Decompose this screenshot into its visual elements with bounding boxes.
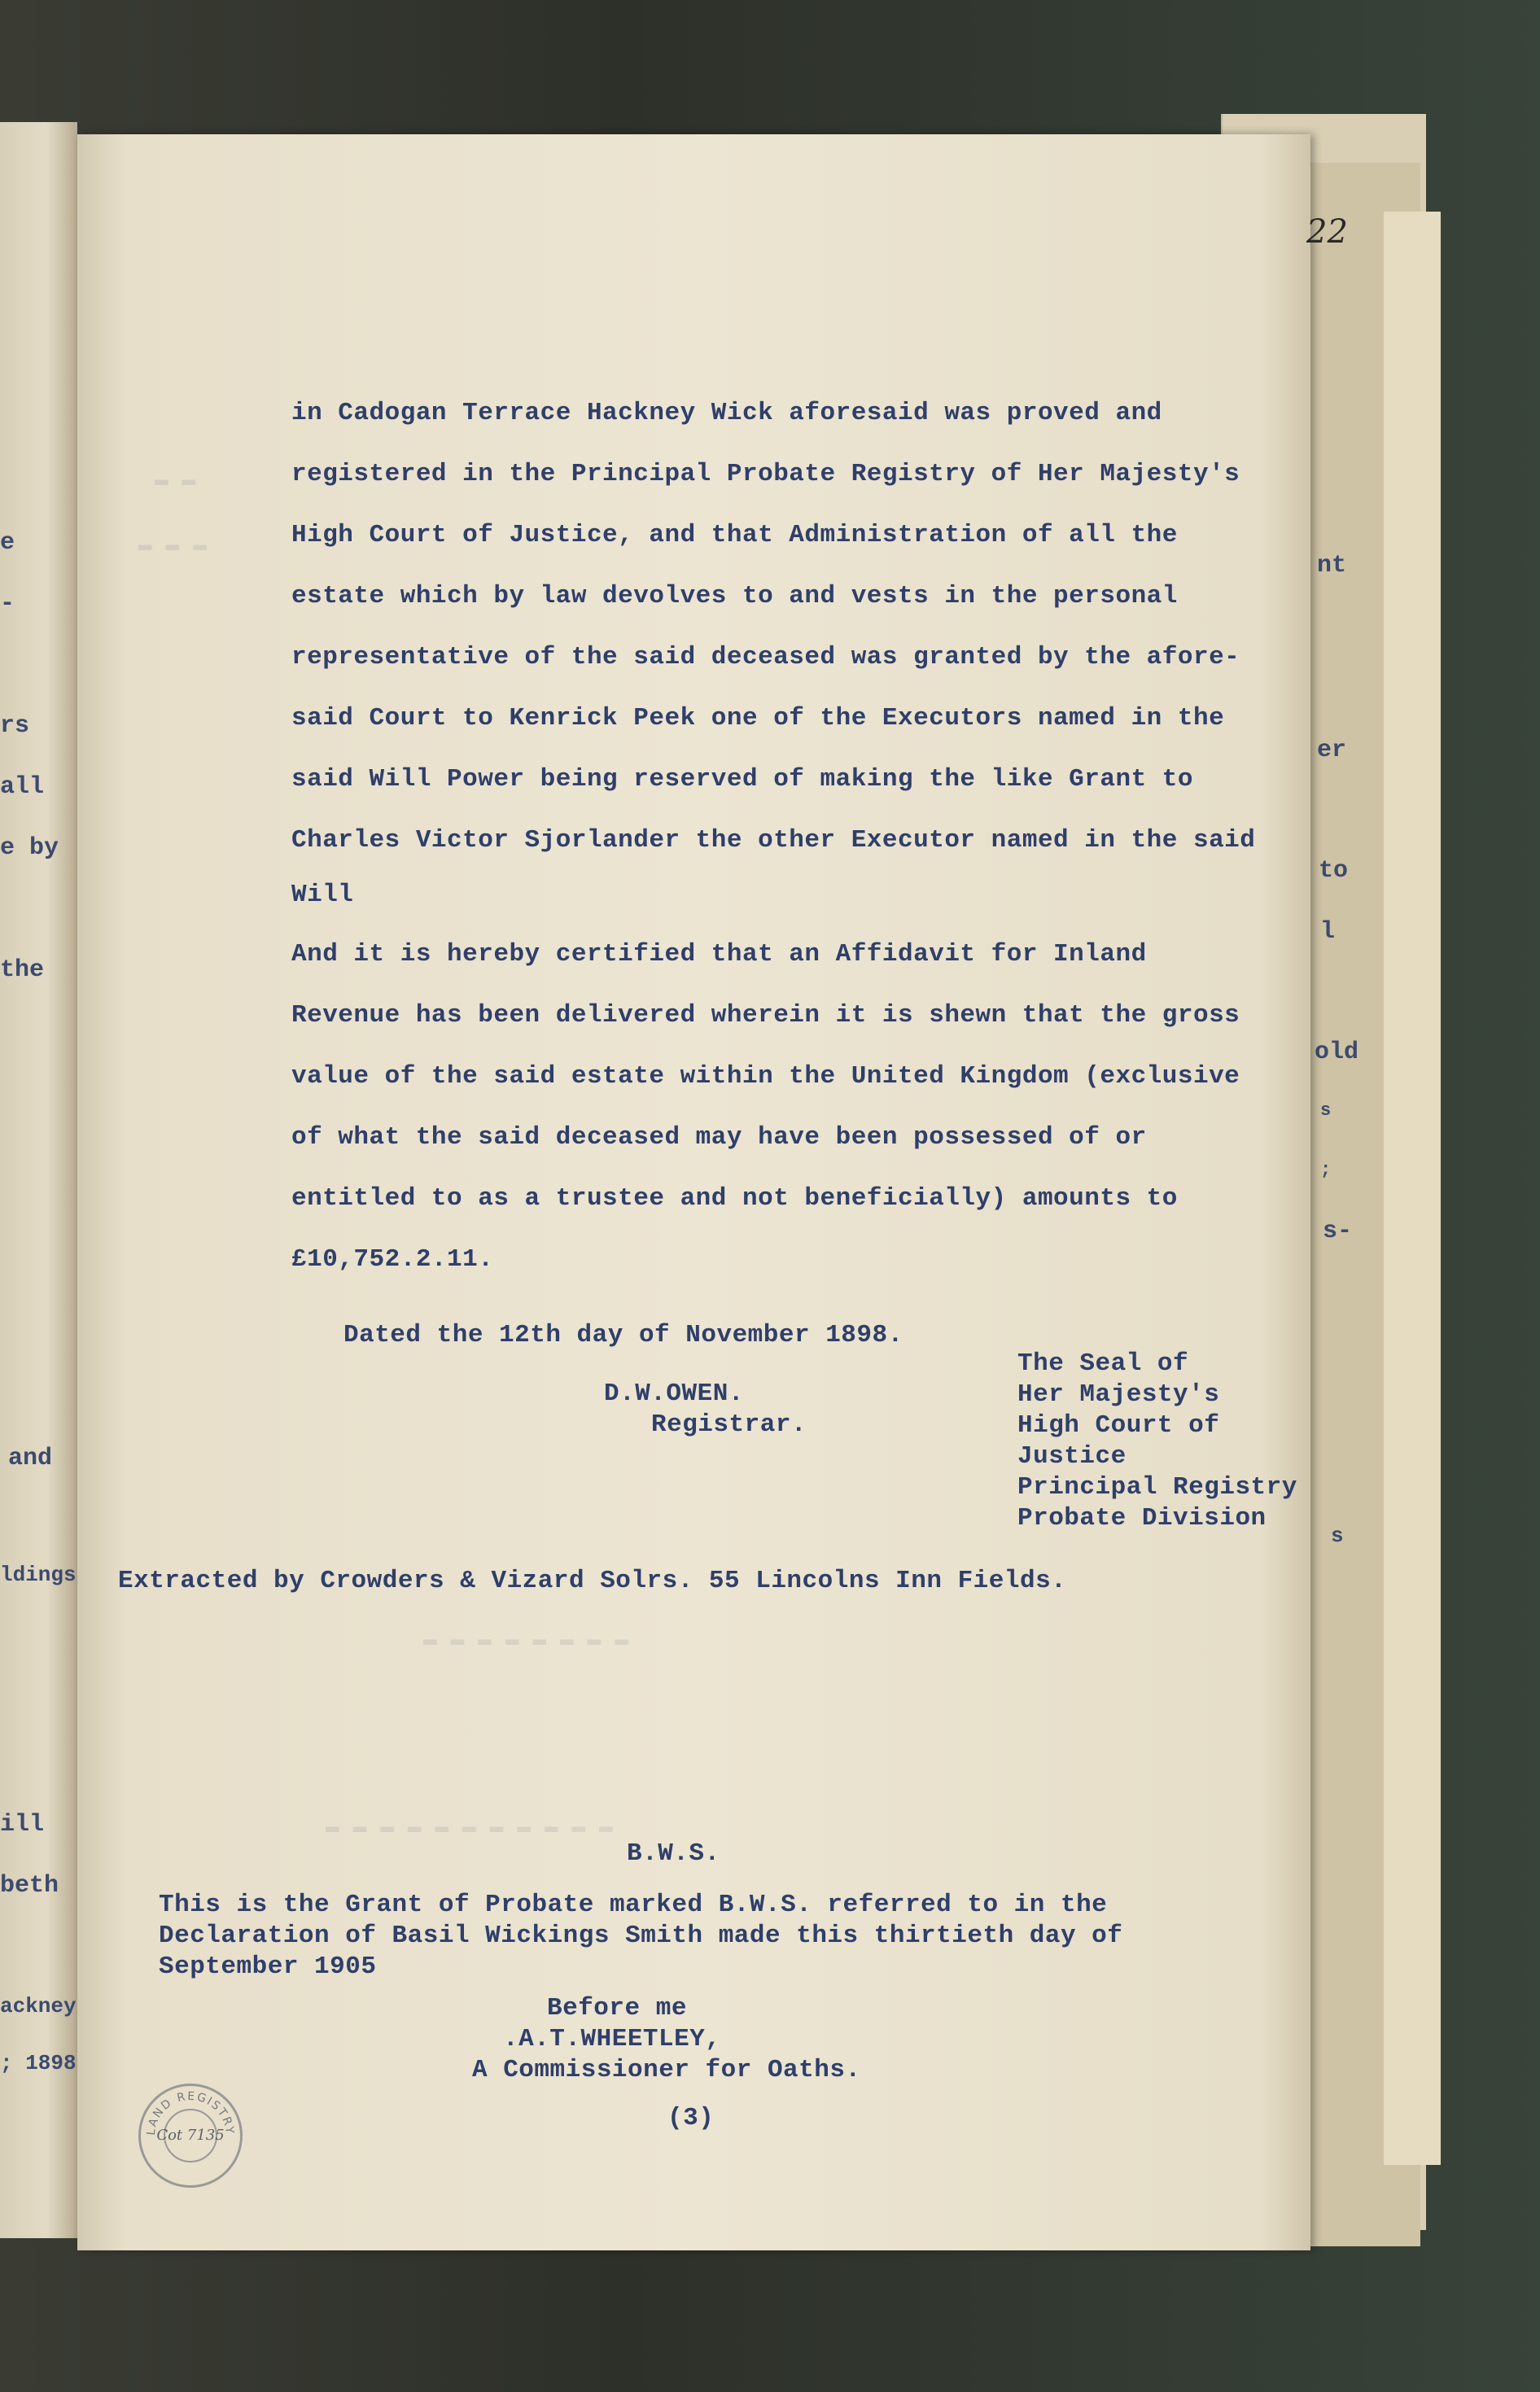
signatory-name: D.W.OWEN.	[604, 1380, 744, 1408]
left-fragment: and	[8, 1445, 53, 1472]
show-through-mark: ▬ ▬ ▬ ▬ ▬ ▬ ▬ ▬	[423, 1628, 629, 1653]
body-line: of what the said deceased may have been possessed of or	[291, 1123, 1147, 1152]
before-line: Before me	[547, 1994, 687, 2022]
body-line: said Court to Kenrick Peek one of the Executors named in the	[291, 704, 1225, 732]
seal-line: Justice	[1017, 1442, 1127, 1471]
land-registry-stamp	[138, 2084, 243, 2188]
body-line: Revenue has been delivered wherein it is shewn that the gross	[291, 1001, 1240, 1030]
amount-line: £10,752.2.11.	[291, 1245, 494, 1274]
right-fragment: ;	[1320, 1160, 1332, 1180]
extracted-line: Extracted by Crowders & Vizard Solrs. 55 Lincolns Inn Fields.	[118, 1567, 1067, 1595]
right-fragment: l	[1320, 918, 1336, 946]
left-fragment: beth	[0, 1872, 59, 1900]
body-line: said Will Power being reserved of making the like Grant to	[291, 765, 1193, 794]
left-fragment: ill	[0, 1811, 45, 1839]
declaration-line: September 1905	[159, 1953, 377, 1981]
exhibit-mark: B.W.S.	[627, 1839, 720, 1868]
body-line: entitled to as a trustee and not beneficially) amounts to	[291, 1184, 1178, 1213]
commissioner-title: A Commissioner for Oaths.	[472, 2056, 861, 2084]
show-through-mark: ▬ ▬	[155, 468, 196, 493]
body-line: Charles Victor Sjorlander the other Executor named in the said	[291, 826, 1256, 855]
body-line: Will	[291, 881, 354, 909]
left-page	[0, 122, 77, 2238]
body-line: High Court of Justice, and that Administration of all the	[291, 521, 1178, 549]
right-fragment: s	[1320, 1100, 1332, 1121]
stamp-inner-text: Cot 7135	[156, 2127, 225, 2144]
underlying-sheet	[1384, 212, 1441, 2165]
left-fragment: all	[0, 773, 45, 801]
left-fragment: e by	[0, 834, 59, 862]
signatory-title: Registrar.	[651, 1410, 807, 1439]
left-fragment: ackney	[0, 1994, 77, 2018]
seal-line: The Seal of	[1017, 1349, 1189, 1378]
body-line: in Cadogan Terrace Hackney Wick aforesaid was proved and	[291, 399, 1162, 427]
show-through-mark: ▬ ▬ ▬ ▬ ▬ ▬ ▬ ▬ ▬ ▬ ▬	[326, 1815, 613, 1840]
body-line: And it is hereby certified that an Affidavit for Inland	[291, 940, 1147, 969]
declaration-line: Declaration of Basil Wickings Smith made this thirtieth day of	[159, 1922, 1123, 1950]
show-through-mark: ▬ ▬ ▬	[138, 533, 208, 558]
body-line: value of the said estate within the United Kingdom (exclusive	[291, 1062, 1240, 1091]
right-fragment: nt	[1317, 552, 1347, 579]
left-fragment: the	[0, 956, 45, 984]
commissioner-name: .A.T.WHEETLEY,	[503, 2025, 721, 2053]
body-line: registered in the Principal Probate Registry of Her Majesty's	[291, 460, 1240, 488]
left-fragment: rs	[0, 712, 30, 740]
seal-line: Probate Division	[1017, 1504, 1267, 1533]
dated-line: Dated the 12th day of November 1898.	[343, 1321, 903, 1349]
right-fragment: er	[1317, 737, 1347, 764]
declaration-line: This is the Grant of Probate marked B.W.S. referred to in the	[159, 1891, 1108, 1919]
right-fragment: s	[1331, 1524, 1344, 1548]
right-fragment: to	[1319, 857, 1349, 885]
seal-line: Her Majesty's	[1017, 1380, 1220, 1409]
left-fragment: ; 1898	[0, 2051, 77, 2075]
page-number: (3)	[667, 2104, 715, 2132]
body-line: representative of the said deceased was granted by the afore-	[291, 643, 1240, 671]
left-fragment: ldings	[0, 1563, 77, 1587]
body-line: estate which by law devolves to and vests in the personal	[291, 582, 1178, 610]
left-fragment: -	[0, 590, 15, 618]
stamp-icon	[141, 2086, 240, 2185]
left-fragment: e	[0, 529, 15, 557]
seal-line: High Court of	[1017, 1411, 1220, 1440]
stamp-ring-text: LAND REGISTRY	[144, 2089, 237, 2136]
right-fragment: old	[1315, 1039, 1359, 1066]
folio-number: 22	[1306, 213, 1348, 251]
right-fragment: s-	[1323, 1218, 1353, 1245]
seal-line: Principal Registry	[1017, 1473, 1297, 1502]
